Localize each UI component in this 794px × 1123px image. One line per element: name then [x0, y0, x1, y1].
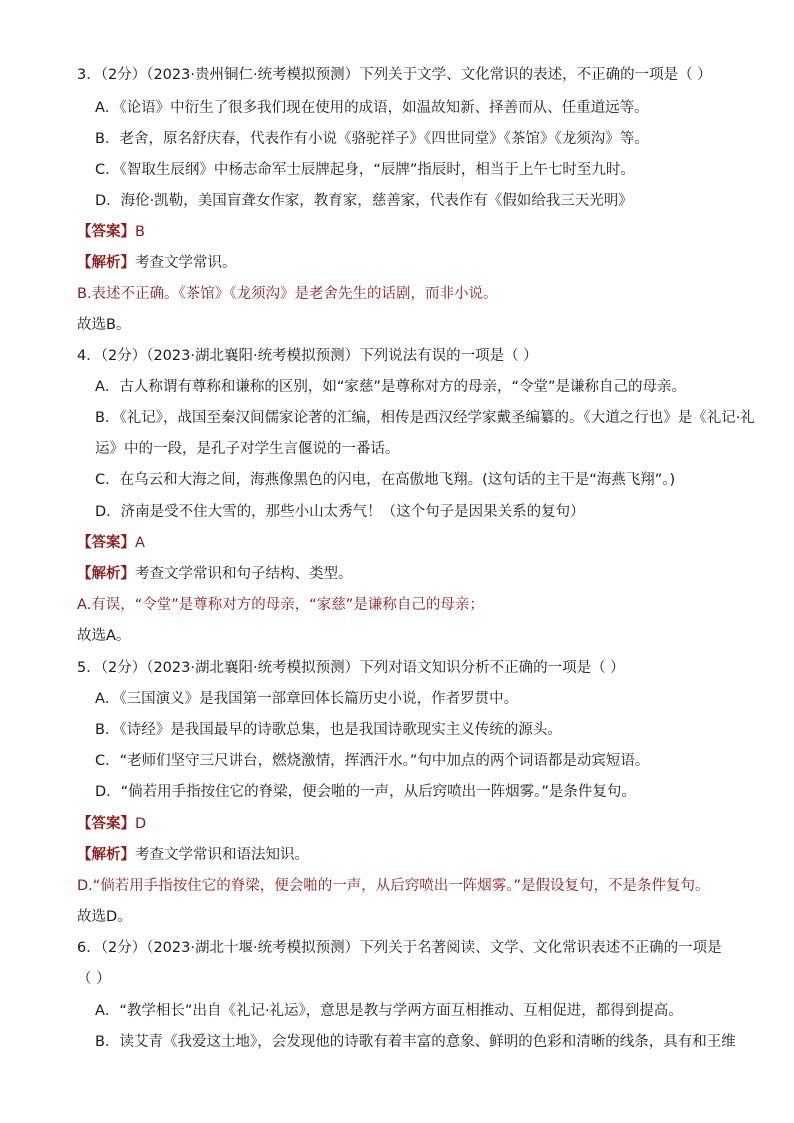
- question-4-analysis: [77, 564, 353, 584]
- question-4-detail: A.有误，“令堂”是尊称对方的母亲，“家慈”是谦称自己的母亲；: [77, 597, 484, 613]
- question-4-option-c: C．在乌云和大海之间，海燕像黑色的闪电，在高傲地飞翔。(这句话的主干是“海燕飞翔”。): [95, 472, 676, 488]
- answer-label: 【答案】: [77, 535, 135, 551]
- question-5-answer: [77, 814, 146, 834]
- analysis-text: 考查文学常识。: [135, 255, 237, 271]
- analysis-label: 【解析】: [77, 255, 135, 271]
- answer-label: 【答案】: [77, 816, 135, 832]
- answer-value: D: [135, 816, 147, 832]
- question-3-option-c: C．《智取生辰纲》中杨志命军士辰牌起身，“辰牌”指辰时，相当于上午七时至九时。: [95, 162, 635, 178]
- question-5-option-c: C．“老师们坚守三尺讲台，燃烧激情，挥洒汗水。”句中加点的两个词语都是动宾短语。: [95, 753, 650, 769]
- question-4-conclusion: 故选A。: [77, 628, 131, 644]
- question-3-conclusion: 故选B。: [77, 317, 131, 333]
- question-5-conclusion: 故选D。: [77, 909, 132, 925]
- question-3-option-a: A．《论语》中衍生了很多我们现在使用的成语，如温故知新、择善而从、任重道远等。: [95, 100, 649, 116]
- analysis-text: 考查文学常识和句子结构、类型。: [135, 566, 353, 582]
- question-5-analysis: [77, 845, 309, 865]
- question-6-stem-blank: （ ）: [77, 971, 111, 987]
- answer-value: A: [135, 535, 145, 551]
- question-6-option-b: B．读艾青《我爱这土地》，会发现他的诗歌有着丰富的意象、鲜明的色彩和清晰的线条，具有和王维: [95, 1034, 736, 1050]
- question-4-option-a: A．古人称谓有尊称和谦称的区别，如“家慈”是尊称对方的母亲，“令堂”是谦称自己的母亲。: [95, 379, 686, 395]
- question-3-option-b: B．老舍，原名舒庆春，代表作有小说《骆驼祥子》《四世同堂》《茶馆》《龙须沟》等。: [95, 131, 649, 147]
- question-3-stem: 3．（2分）（2023·贵州铜仁·统考模拟预测）下列关于文学、文化常识的表述，不正确的一项是（ ）: [77, 67, 712, 83]
- question-6-option-a: A．“教学相长”出自《礼记·礼运》，意思是教与学两方面互相推动、互相促进，都得到提高。: [95, 1003, 683, 1019]
- question-3-detail: B.表述不正确。《茶馆》《龙须沟》是老舍先生的话剧，而非小说。: [77, 286, 498, 302]
- question-4-option-b: B．《礼记》，战国至秦汉间儒家论著的汇编，相传是西汉经学家戴圣编纂的。《大道之行也》是《礼记·礼: [95, 410, 755, 426]
- question-3-analysis: [77, 253, 237, 273]
- question-3-answer: [77, 222, 145, 242]
- question-4-option-b-cont: 运》中的一段，是孔子对学生言偃说的一番话。: [95, 441, 400, 457]
- question-5-option-a: A．《三国演义》是我国第一部章回体长篇历史小说，作者罗贯中。: [95, 691, 519, 707]
- question-4-stem: 4．（2分）（2023·湖北襄阳·统考模拟预测）下列说法有误的一项是（ ）: [77, 348, 538, 364]
- question-5-detail: D.“倘若用手指按住它的脊梁，便会啪的一声，从后窍喷出一阵烟雾。”是假设复句，不是条件复句。: [77, 878, 710, 894]
- analysis-label: 【解析】: [77, 566, 135, 582]
- question-5-option-d: D．“倘若用手指按住它的脊梁，便会啪的一声，从后窍喷出一阵烟雾。”是条件复句。: [95, 784, 636, 800]
- analysis-label: 【解析】: [77, 847, 135, 863]
- question-4-answer: [77, 533, 145, 553]
- question-4-option-d: D．济南是受不住大雪的，那些小山太秀气！（这个句子是因果关系的复句）: [95, 504, 585, 520]
- answer-label: 【答案】: [77, 224, 135, 240]
- question-5-option-b: B．《诗经》是我国最早的诗歌总集，也是我国诗歌现实主义传统的源头。: [95, 722, 562, 738]
- analysis-text: 考查文学常识和语法知识。: [135, 847, 309, 863]
- question-5-stem: 5．（2分）（2023·湖北襄阳·统考模拟预测）下列对语文知识分析不正确的一项是（ ）: [77, 660, 625, 676]
- question-3-option-d: D．海伦·凯勒，美国盲聋女作家，教育家，慈善家，代表作有《假如给我三天光明》: [95, 193, 633, 209]
- answer-value: B: [135, 224, 145, 240]
- question-6-stem: 6．（2分）（2023·湖北十堰·统考模拟预测）下列关于名著阅读、文学、文化常识表述不正确的一项是: [77, 940, 722, 956]
